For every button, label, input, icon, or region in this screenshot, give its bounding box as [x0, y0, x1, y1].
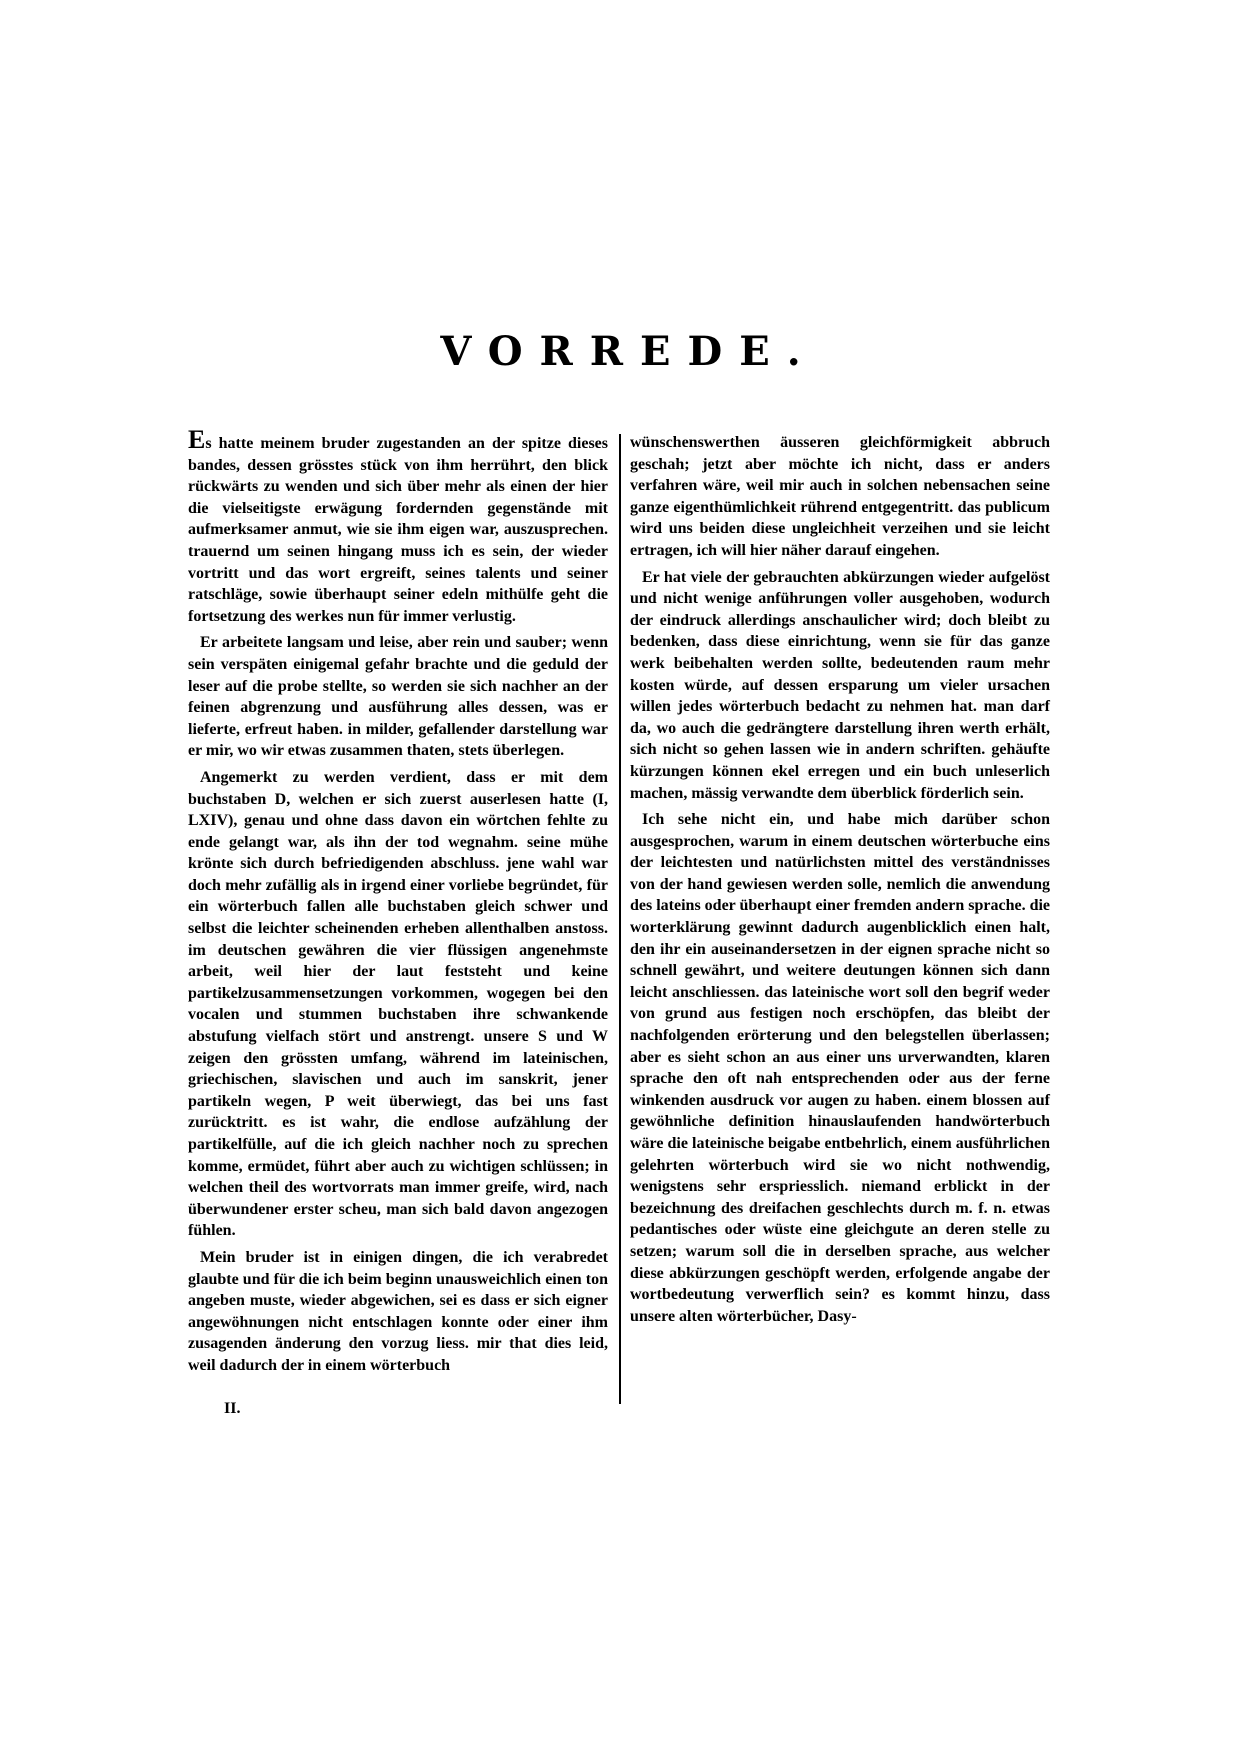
- column-divider: [619, 434, 621, 1404]
- paragraph: Ich sehe nicht ein, und habe mich darüber schon ausgesprochen, warum in einem deutschen wörterbuche eins der leichtesten und natürlichsten mittel des verständnisses von der hand gewiesen werden solle, nemlich die anwendung des lateins oder überhaupt einer fremden andern sprache. die worterklärung gewinnt dadurch augenblicklich einen halt, den ihr ein auseinandersetzen in der eignen sprache nicht so schnell gewährt, und weitere deutungen können sich dann leicht anschliessen. das lateinische wort soll den begrif weder von grund aus festigen noch erschöpfen, das bleibt der nachfolgenden erörterung und den belegstellen überlassen; aber es sieht schon an aus einer uns urverwandten, klaren sprache den oft nah entsprechenden oder aus der ferne winkenden ausdruck vor augen zu haben. einem blossen auf gewöhnliche definition hinauslaufenden handwörterbuch wäre die lateinische beigabe entbehrlich, einem ausführlichen gelehrten wörterbuch wird sie wo nicht nothwendig, wenigstens sehr erspriesslich. niemand erblickt in der bezeichnung des dreifachen geschlechts durch m. f. n. etwas pedantisches oder wüste eine gleichgute an deren stelle zu setzen; warum soll die in derselben sprache, aus welcher diese abkürzungen geschöpft werden, erfolgende angabe der wortbedeutung verwerflich sein? es kommt hinzu, dass unsere alten wörterbücher, Dasy-: [630, 811, 1051, 1325]
- paragraph: Angemerkt zu werden verdient, dass er mit dem buchstaben D, welchen er sich zuerst auserlesen hatte (I, LXIV), genau und ohne dass davon ein wörtchen fehlte zu ende gelangt war, als ihn der tod wegnahm. seine mühe krönte sich durch befriedigenden abschluss. jene wahl war doch mehr zufällig als in irgend einer vorliebe begründet, für ein wörterbuch fallen alle buchstaben gleich schwer und selbst die leichter scheinenden erheben allenthalben anstoss. im deutschen gewähren die vier flüssigen angenehmste arbeit, weil hier der laut feststeht und keine partikelzusammensetzungen vorkommen, wogegen bei den vocalen und stummen buchstaben ihre schwankende abstufung vielfach stört und anstrengt. unsere S und W zeigen den grössten umfang, während im lateinischen, griechischen, slavischen und auch im sanskrit, jener partikeln wegen, P weit überwiegt, das bei uns fast zurücktritt. es ist wahr, die endlose aufzählung der partikelfülle, auf die ich gleich nachher noch zu sprechen komme, ermüdet, führt aber auch zu wichtigen schlüssen; in welchen theil des wortvorrats man immer greife, wird, nach überwundener erster scheu, man sich bald davon angezogen fühlen.: [188, 768, 608, 1240]
- paragraph: Mein bruder ist in einigen dingen, die ich verabredet glaubte und für die ich beim beginn unausweichlich einen ton angeben muste, wieder abgewichen, sei es dass er sich eigner angewöhnungen nicht entschlagen konnte oder einer ihm zusagenden änderung den vorzug liess. mir that dies leid, weil dadurch der in einem wörterbuch: [188, 1248, 608, 1374]
- paragraph: wünschenswerthen äusseren gleichförmigkeit abbruch geschah; jetzt aber möchte ich nicht, dass er anders verfahren wäre, weil mir auch in solchen nebensachen seine ganze eigenthümlichkeit rührend entgegentritt. das publicum wird uns beiden diese ungleichheit verzeihen und sie leicht ertragen, ich will hier näher darauf eingehen.: [630, 434, 1050, 559]
- right-column: [630, 432, 1050, 1332]
- paragraph: [188, 425, 608, 627]
- paragraph: Er hat viele der gebrauchten abkürzungen wieder aufgelöst und nicht wenige anführungen voller ausgehoben, wodurch der eindruck allerdings anschaulicher wird; doch bleibt zu bedenken, dass diese einrichtung, wenn sie für das ganze werk beibehalten werden sollte, bedeutenden raum mehr kosten würde, auf dessen ersparung um vieler ursachen willen jedes wörterbuch bedacht zu nehmen hat. man darf da, wo auch die gedrängtere darstellung ihren werth erhält, sich nicht so gehen lassen wie in andern schriften. gehäufte kürzungen können ekel erregen und ein buch unleserlich machen, mässig verwandte dem überblick förderlich sein.: [630, 568, 1050, 802]
- paragraph-text: s hatte meinem bruder zugestanden an der spitze dieses bandes, dessen grösstes stück von ihm herrührt, den blick rückwärts zu wenden und sich über mehr als einen der hier die vielseitigste erwägung fordernden gegenstände mit aufmerksamer anmut, wie sie ihm eigen war, auszusprechen. trauernd um seinen hingang muss ich es sein, der wieder vortritt und das wort ergreift, seines talents und seiner ratschläge, sowie überhaupt seiner edeln mithülfe geht die fortsetzung des werkes nun für immer verlustig.: [188, 435, 608, 625]
- page-title: VORREDE.: [440, 328, 818, 375]
- initial-letter: E: [188, 425, 206, 454]
- printer-signature: II.: [224, 1400, 241, 1417]
- paragraph: Er arbeitete langsam und leise, aber rein und sauber; wenn sein verspäten einigemal gefahr brachte und die geduld der leser auf die probe stellte, so werden sie sich nachher an der feinen abgrenzung und ausführung alles dessen, was er lieferte, erfreut haben. in milder, gefallender darstellung war er mir, wo wir etwas zusammen thaten, stets überlegen.: [188, 634, 608, 760]
- left-column: [188, 425, 608, 1382]
